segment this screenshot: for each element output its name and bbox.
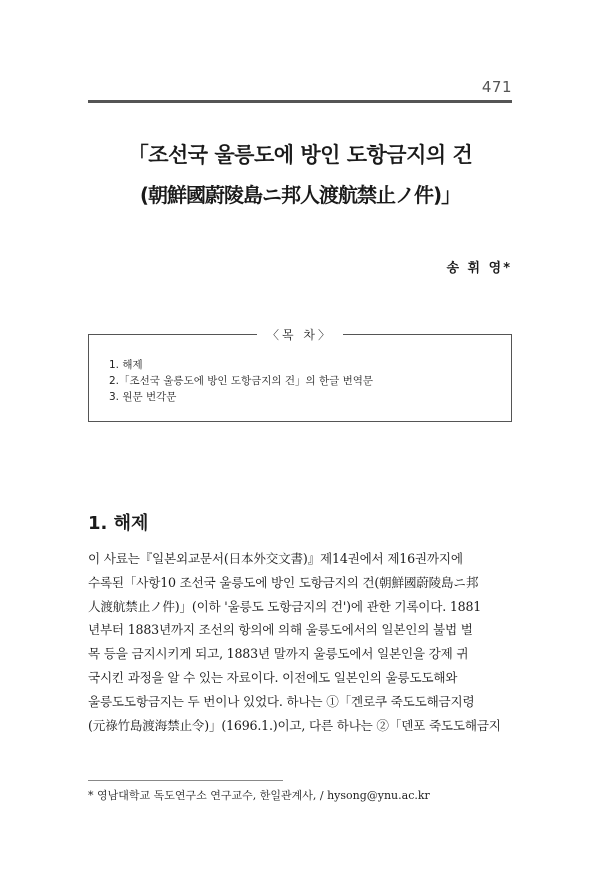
body-line: 목 등을 금지시키게 되고, 1883년 말까지 울릉도에서 일본인을 강제 귀 xyxy=(88,646,469,662)
body-line: 수록된「사항10 조선국 울릉도에 방인 도항금지의 건(朝鮮國蔚陵島ニ邦 xyxy=(88,574,479,590)
author: 송 휘 영* xyxy=(446,261,512,276)
toc-title: 〈목 차〉 xyxy=(257,326,343,343)
body-line: 국시킨 과정을 알 수 있는 자료이다. 이전에도 일본인의 울릉도도해와 xyxy=(88,669,458,685)
body-line: 년부터 1883년까지 조선의 항의에 의해 울릉도에서의 일본인의 불법 벌 xyxy=(88,622,473,638)
title-line-1: 「조선국 울릉도에 방인 도항금지의 건 xyxy=(127,143,473,167)
table-of-contents xyxy=(88,328,512,422)
page-number: 471 xyxy=(481,78,512,96)
toc-item: 3. 원문 번각문 xyxy=(109,391,177,403)
toc-item: 1. 해제 xyxy=(109,359,143,371)
body-paragraph xyxy=(88,547,512,737)
toc-list xyxy=(109,357,373,405)
footnote: * 영남대학교 독도연구소 연구교수, 한일관계사, / hysong@ynu.ac.kr xyxy=(88,789,430,802)
body-line: 이 사료는『일본외교문서(日本外交文書)』제14권에서 제16권까지에 xyxy=(88,551,463,566)
body-line: (元祿竹島渡海禁止令)」(1696.1.)이고, 다른 하나는 ②「덴포 죽도도해금지 xyxy=(88,717,501,733)
toc-item: 2.「조선국 울릉도에 방인 도항금지의 건」의 한글 번역문 xyxy=(109,375,374,387)
article-title xyxy=(88,138,512,212)
footnote-rule xyxy=(88,780,283,781)
header-rule xyxy=(88,100,512,103)
body-line: 人渡航禁止ノ件)」(이하 '울릉도 도항금지의 건')에 관한 기록이다. 1881 xyxy=(88,598,482,614)
body-line: 울릉도도항금지는 두 번이나 있었다. 하나는 ①「겐로쿠 죽도도해금지령 xyxy=(88,693,475,709)
title-line-2: (朝鮮國蔚陵島ニ邦人渡航禁止ノ件)」 xyxy=(139,183,461,207)
section-heading: 1. 해제 xyxy=(88,513,149,534)
